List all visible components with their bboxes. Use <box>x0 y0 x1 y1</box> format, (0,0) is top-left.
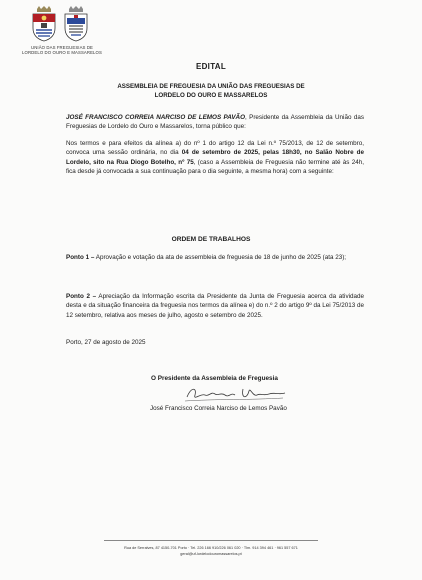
document-subtitle <box>0 82 422 100</box>
document-date: Porto, 27 de agosto de 2025 <box>66 339 146 346</box>
document-title: EDITAL <box>195 62 227 71</box>
agenda-item-1-text: Aprovação e votação da ata de assembleia de freguesia de 18 de junho de 2025 (ata 23); <box>94 254 347 261</box>
subtitle-line-1: ASSEMBLEIA DE FREGUESIA DA UNIÃO DAS FREGUESIAS DE <box>117 83 305 90</box>
agenda-heading: ORDEM DE TRABALHOS <box>171 236 251 243</box>
coat-of-arms-group <box>31 6 89 42</box>
footer-contact <box>0 546 422 557</box>
handwritten-signature <box>183 383 288 405</box>
agenda-item-2-label: Ponto 2 – <box>66 293 97 300</box>
agenda-item-1 <box>66 253 364 262</box>
convocation-text-c: , (caso a Assembleia de Freguesia não termine até às 24h, fica desde já convocada a sua continuação para o dia seguinte, a mesma hora) com a seguinte: <box>66 158 365 176</box>
footer-divider <box>104 540 318 541</box>
coat-of-arms-massarelos-icon <box>63 6 89 42</box>
president-name: JOSÉ FRANCISCO CORREIA NARCISO DE LEMOS PAVÃO <box>66 114 245 121</box>
footer-address: Rua de Serralves, 87 4150-701 Porto · Tel. 226 166 910/226 061 020 · Tlm. 914 394 461 · 961 557 671 <box>124 546 298 550</box>
session-details: 04 de setembro de 2025, pelas 18h30, no Salão Nobre de Lordelo, sito na Rua Diogo Botelho, nº 75 <box>66 149 365 166</box>
convocation-text-a: Nos termos e para efeitos da alínea a) do nº 1 do artigo 12 da Lei n.º 75/2013, de 12 de setembro, convoca uma sessão ordinária, no dia <box>66 140 364 157</box>
organization-name <box>20 45 104 56</box>
convocation-paragraph <box>66 139 364 177</box>
org-line-2: LORDELO DO OURO E MASSARELOS <box>22 50 102 56</box>
signatory-name: José Francisco Correia Narciso de Lemos Pavão <box>150 405 287 412</box>
intro-paragraph <box>66 113 364 132</box>
coat-of-arms-lordelo-icon <box>31 6 57 42</box>
subtitle-line-2: LORDELO DO OURO E MASSARELOS <box>154 92 268 99</box>
signatory-title: O Presidente da Assembleia de Freguesia <box>151 375 278 382</box>
org-line-1: UNIÃO DAS FREGUESIAS DE <box>31 45 93 50</box>
intro-text: , Presidente da Assembleia da União das Freguesias de Lordelo do Ouro e Massarelos, torna público que: <box>66 114 364 131</box>
agenda-item-2-text: Apreciação da Informação escrita da Presidente da Junta de Freguesia acerca da atividade desta e da situação financeira da freguesia nos termos da alínea e) do n.º 2 do artigo 9º da Lei 75/2013 de 12 setembro, relativa aos meses de julho, agosto e setembro de 2025. <box>66 293 364 319</box>
agenda-item-1-label: Ponto 1 – <box>66 254 95 261</box>
footer-email: geral@uf-lordelodouromassarelos.pt <box>180 551 242 556</box>
agenda-item-2 <box>66 292 364 320</box>
